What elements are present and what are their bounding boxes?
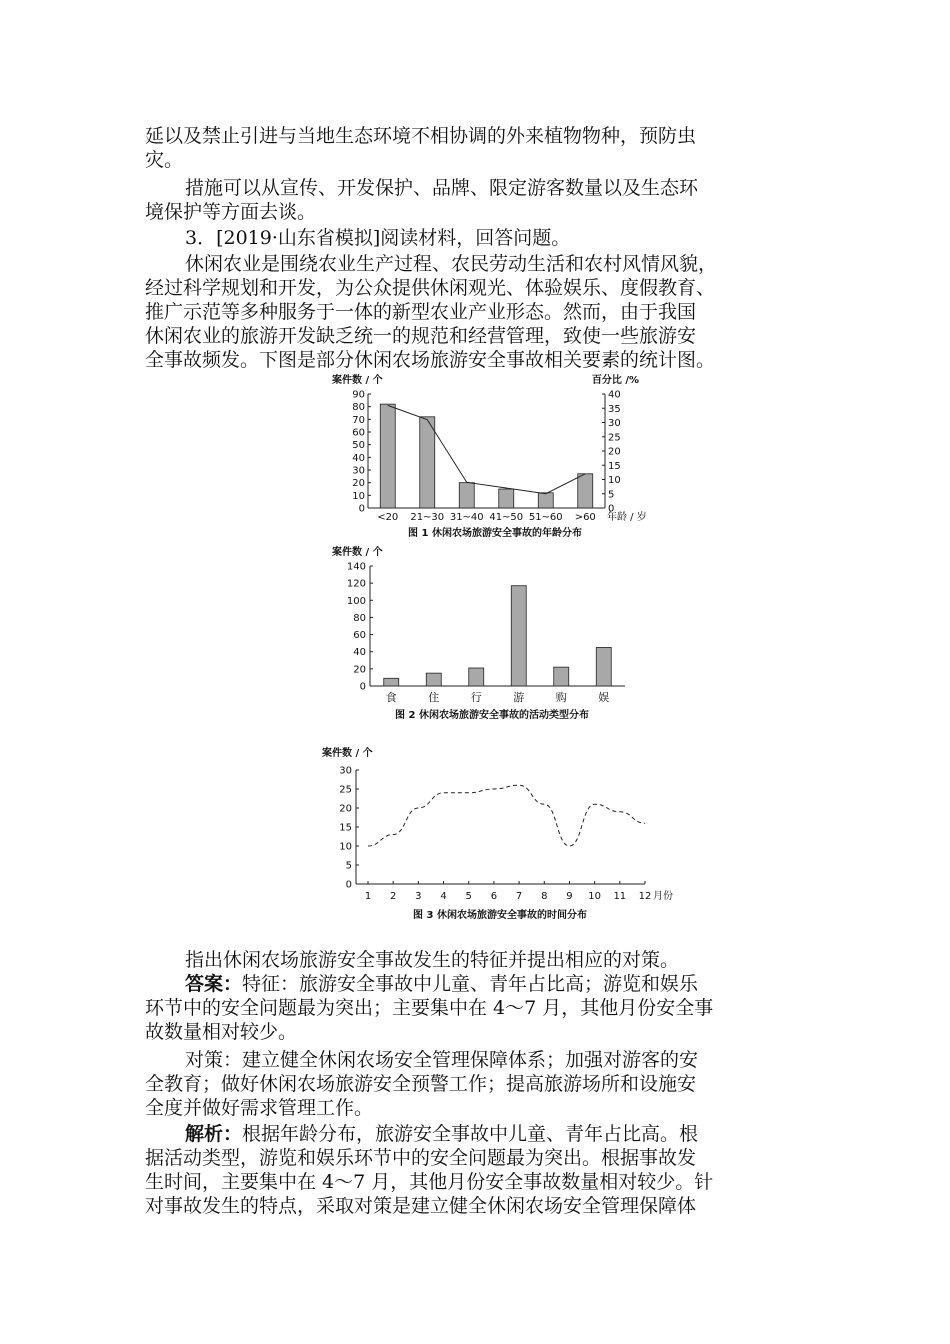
percentage-line [388,405,586,493]
y-tick-label: 0 [359,681,366,693]
y-axis-label: 案件数 / 个 [332,375,383,386]
text-line: 境保护等方面去谈。 [145,201,317,223]
text-line: 延以及禁止引进与当地生态环境不相协调的外来植物物种，预防虫 [145,125,697,147]
bar [384,678,399,686]
bar [511,586,526,686]
text-line: 环节中的安全问题最为突出；主要集中在 4～7 月，其他月份安全事 [145,997,714,1019]
y-tick-label: 80 [353,612,366,624]
x-tick-label: 购 [555,691,567,704]
y-tick-label: 40 [353,647,366,659]
text-line: 指出休闲农场旅游安全事故发生的特征并提出相应的对策。 [185,949,680,971]
y2-tick-label: 15 [608,460,621,472]
text-line [145,972,813,996]
y-tick-label: 60 [353,630,366,642]
x-tick-label: 7 [515,891,523,902]
paragraph-measures [145,176,813,224]
series-line [368,785,645,846]
text-line: 全教育；做好休闲农场旅游安全预警工作；提高旅游场所和设施安 [145,1073,697,1095]
text-line: 全事故频发。下图是部分休闲农场旅游安全事故相关要素的统计图。 [145,349,716,371]
bar [499,489,514,508]
y-tick-label: 70 [352,414,365,426]
bar [459,483,474,508]
question-header [145,226,813,250]
x-tick-label: <20 [377,512,399,523]
x-tick-label: 4 [440,891,447,902]
y-tick-label: 140 [346,561,366,573]
bar [578,474,593,508]
bar [420,417,435,508]
answer-block [145,972,813,1044]
x-tick-label: 行 [470,691,482,704]
question-text [145,948,813,972]
x-tick-label: 10 [588,891,602,902]
x-axis-label: 月份 [653,891,673,902]
x-tick-label: 51~60 [528,512,563,523]
bar [538,493,553,508]
y-axis-label: 案件数 / 个 [322,748,373,759]
y-tick-label: 5 [345,860,352,872]
text-line: 生时间，主要集中在 4～7 月，其他月份安全事故数量相对较少。针 [145,1171,714,1193]
y2-tick-label: 0 [608,503,615,515]
x-axis-label: 年龄 / 岁 [607,512,647,523]
y2-tick-label: 40 [608,389,621,401]
y-tick-label: 100 [346,595,366,607]
x-tick-label: >60 [574,512,596,523]
y-tick-label: 120 [346,578,366,590]
bar [469,668,484,686]
chart-time-distribution [320,744,680,924]
text-line: 对事故发生的特点，采取对策是建立健全休闲农场安全管理保障体 [145,1195,697,1217]
x-tick-label: 游 [513,691,525,704]
text-line: 据活动类型，游览和娱乐环节中的安全问题最为突出。根据事故发 [145,1147,697,1169]
y-tick-label: 20 [352,478,365,490]
analysis-block [145,1122,813,1218]
text-line: 休闲农业是围绕农业生产过程、农民劳动生活和农村风情风貌， [185,253,718,275]
y2-tick-label: 10 [608,475,621,486]
bar [596,647,611,686]
y-tick-label: 60 [352,427,365,439]
y-tick-label: 10 [352,490,365,502]
y2-tick-label: 5 [608,489,615,501]
text-line [145,1122,813,1146]
y-tick-label: 20 [353,664,366,676]
x-tick-label: 41~50 [489,512,524,523]
x-tick-label: 住 [428,691,440,704]
chart-title: 图 3 休闲农场旅游安全事故的时间分布 [413,910,587,921]
analysis-label: 解析： [185,1123,243,1145]
y2-axis-label: 百分比 /% [591,375,639,386]
y-tick-label: 90 [352,389,365,401]
text-line: 对策：建立健全休闲农场安全管理保障体系；加强对游客的安 [185,1049,699,1071]
y-axis-label: 案件数 / 个 [332,547,383,558]
y2-tick-label: 25 [608,432,621,444]
x-tick-label: 3 [415,891,422,902]
x-tick-label: 1 [364,891,372,902]
bar [426,673,441,686]
y-tick-label: 0 [345,879,352,891]
y-tick-label: 10 [339,841,352,853]
x-tick-label: 9 [566,891,573,902]
x-tick-label: 2 [389,891,397,902]
y-tick-label: 30 [339,765,352,777]
x-tick-label: 娱 [598,691,610,704]
y-tick-label: 80 [352,402,365,414]
x-tick-label: 食 [385,691,397,704]
chart-age-distribution [330,372,660,544]
text-line: 措施可以从宣传、开发保护、品牌、限定游客数量以及生态环 [185,177,699,199]
text-line: 全度并做好需求管理工作。 [145,1097,374,1119]
paragraph-previous-answer [145,124,813,172]
strategy-block [145,1048,813,1120]
answer-line: 特征：旅游安全事故中儿童、青年占比高；游览和娱乐 [242,973,699,995]
x-tick-label: 31~40 [449,512,484,523]
y-tick-label: 50 [352,440,365,452]
y2-tick-label: 35 [608,403,621,415]
analysis-line: 根据年龄分布，旅游安全事故中儿童、青年占比高。根 [242,1123,699,1145]
y2-tick-label: 30 [608,418,621,429]
text-line: 3．[2019·山东省模拟]阅读材料，回答问题。 [185,227,571,249]
y-tick-label: 15 [339,822,352,834]
y-tick-label: 30 [352,465,365,477]
answer-label: 答案： [185,973,243,995]
text-line: 推广示范等多种服务于一体的新型农业产业形态。然而，由于我国 [145,301,697,323]
x-tick-label: 21~30 [410,512,445,523]
text-line: 故数量相对较少。 [145,1021,298,1043]
x-tick-label: 5 [465,891,472,902]
bar [380,404,395,508]
x-tick-label: 11 [613,891,627,902]
x-tick-label: 8 [541,891,548,902]
y2-tick-label: 20 [608,446,621,458]
bar [554,667,569,686]
x-tick-label: 6 [490,891,498,902]
text-line: 灾。 [145,149,184,171]
paragraph-material [145,252,813,372]
x-tick-label: 12 [638,891,652,902]
y-tick-label: 25 [339,784,352,796]
chart-title: 图 1 休闲农场旅游安全事故的年龄分布 [408,528,582,539]
text-line: 休闲农业的旅游开发缺乏统一的规范和经营管理，致使一些旅游安 [145,325,697,347]
text-line: 经过科学规划和开发，为公众提供休闲观光、体验娱乐、度假教育、 [145,277,716,299]
y-tick-label: 40 [352,452,365,464]
y-tick-label: 20 [339,803,352,815]
chart-title: 图 2 休闲农场旅游安全事故的活动类型分布 [395,710,589,721]
y-tick-label: 0 [358,503,365,515]
chart-activity-distribution [330,544,660,724]
